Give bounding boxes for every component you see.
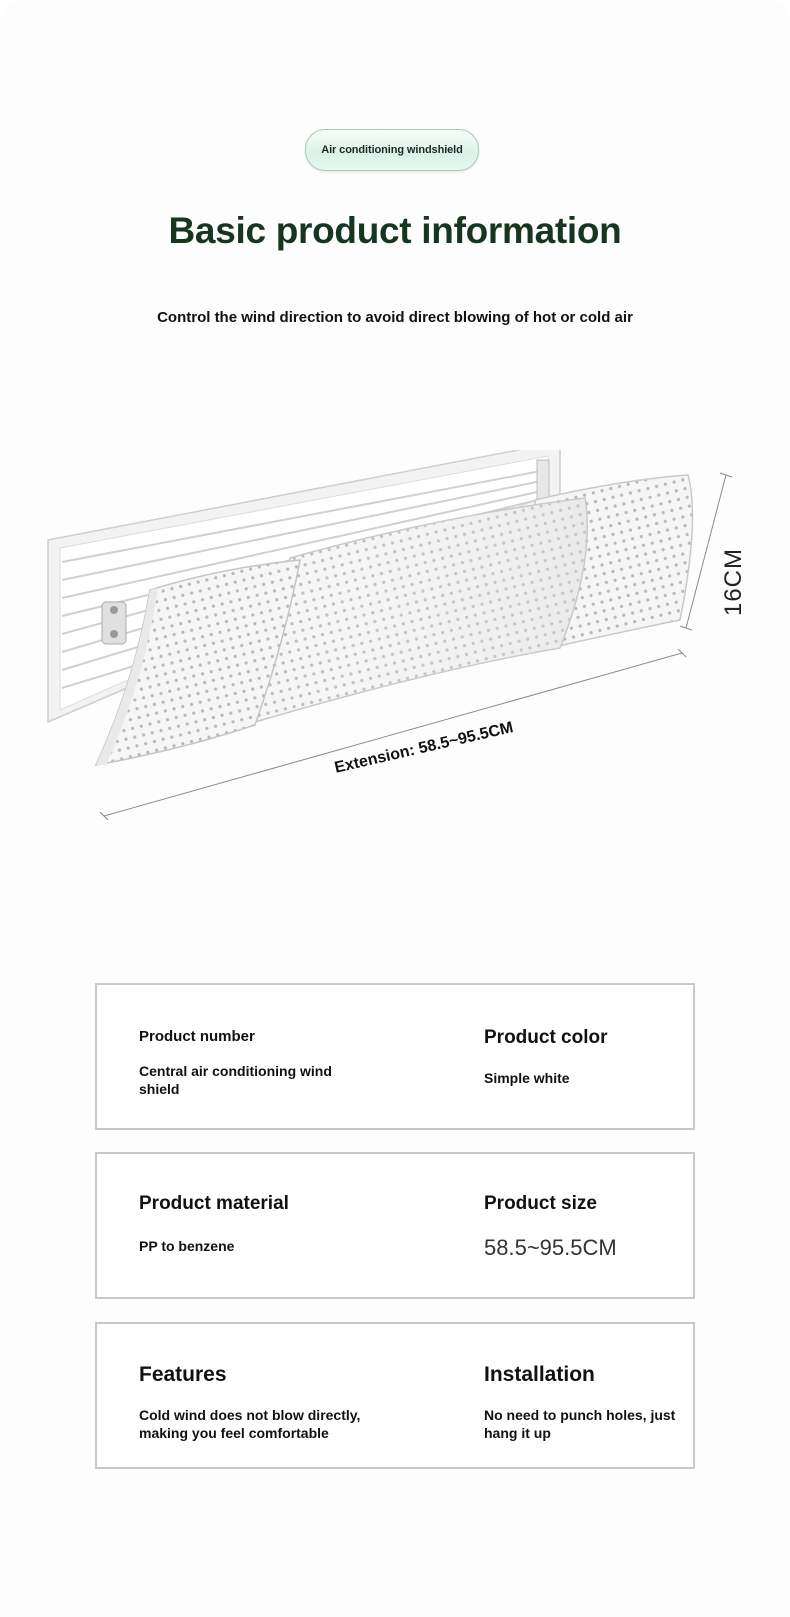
info-card-material-size [95,1152,695,1299]
product-size-label: Product size [484,1193,597,1214]
product-material-label: Product material [139,1193,289,1214]
extension-dimension-label: Extension: 58.5~95.5CM [332,719,515,777]
product-number-value: Central air conditioning wind shield [139,1063,332,1097]
category-badge [305,129,479,171]
features-value: Cold wind does not blow directly, making you feel comfortable [139,1407,361,1441]
page-title: Basic product information [168,210,622,251]
product-number-label: Product number [139,1028,255,1045]
product-color-label: Product color [484,1027,608,1048]
info-card-features-installation [95,1322,695,1469]
product-color-value: Simple white [484,1070,570,1086]
installation-value: No need to punch holes, just hang it up [484,1407,676,1441]
installation-label: Installation [484,1363,595,1386]
category-badge-text: Air conditioning windshield [321,144,463,156]
info-card-number-color [95,983,695,1130]
page-subtitle: Control the wind direction to avoid direct blowing of hot or cold air [157,309,633,326]
product-illustration [40,450,780,860]
features-label: Features [139,1363,227,1386]
product-size-value: 58.5~95.5CM [484,1235,617,1260]
product-material-value: PP to benzene [139,1238,235,1254]
height-dimension-label: 16CM [720,547,748,617]
